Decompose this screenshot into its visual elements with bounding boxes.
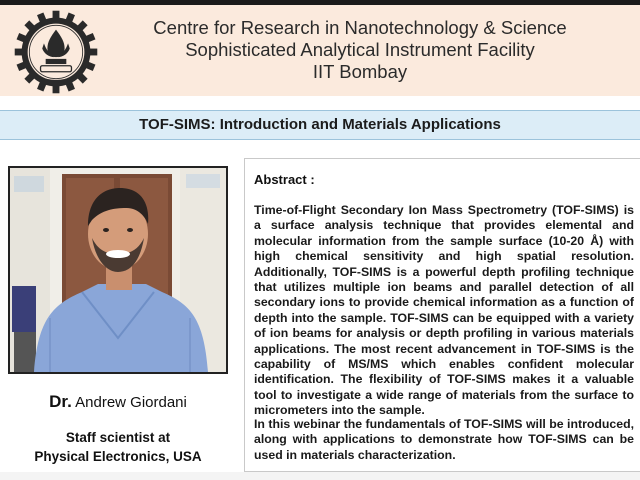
abstract-heading: Abstract : xyxy=(254,172,315,187)
abstract-paragraph-2: In this webinar the fundamentals of TOF-SIMS will be introduced, along with applications to demonstrate how TOF-SIMS can be used in materials characterization. xyxy=(254,417,634,462)
header-line-1: Centre for Research in Nanotechnology & Science xyxy=(153,17,567,38)
title-bar xyxy=(0,110,640,140)
speaker-role-line-1: Staff scientist at xyxy=(65,430,171,445)
header-line-2: Sophisticated Analytical Instrument Facility xyxy=(185,39,535,60)
speaker-photo-drawing xyxy=(10,168,226,372)
header-line-3: IIT Bombay xyxy=(312,61,408,82)
speaker-title-prefix: Dr. xyxy=(49,392,72,411)
speaker-full-name: Andrew Giordani xyxy=(71,394,187,411)
abstract-panel xyxy=(244,158,640,472)
speaker-name xyxy=(0,392,236,412)
abstract-paragraph-1: Time-of-Flight Secondary Ion Mass Spectrometry (TOF-SIMS) is a surface analysis technique that provides elemental and molecular information from the sample surface (10-20 Å) with high chemical sensitivity and high spatial resolution. Additionally, TOF-SIMS is a powerful depth profiling technique that utilizes multiple ion beams and parallel detection of all secondary ions to provide chemical information as a function of depth into the sample. TOF-SIMS can be equipped with a variety of ion beams for analysis or depth profiling in various materials applications. The most recent advancement in TOF-SIMS is the capability of MS/MS which enables confident molecular identification. The flexibility of TOF-SIMS makes it a valuable tool to investigate a wide range of materials from the surface to micrometers into the sample. xyxy=(254,203,634,418)
header-banner xyxy=(0,5,640,96)
speaker-role-line-2: Physical Electronics, USA xyxy=(34,449,202,464)
speaker-role xyxy=(0,428,236,466)
page-title: TOF-SIMS: Introduction and Materials Applications xyxy=(139,116,501,133)
speaker-photo xyxy=(8,166,228,374)
iit-bombay-emblem-icon xyxy=(12,9,100,95)
bottom-strip xyxy=(0,472,640,480)
